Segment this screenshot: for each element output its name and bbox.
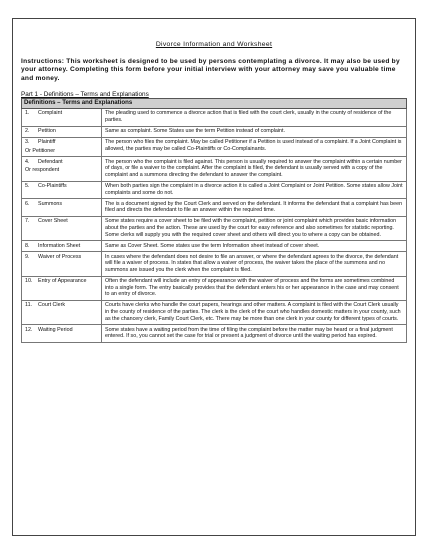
table-row [22, 157, 407, 181]
term-label: Defendant [38, 158, 63, 165]
table-row [22, 108, 407, 126]
term-number: 3. [25, 139, 30, 146]
definition-cell: Some states require a cover sheet to be filed with the complaint, petition or joint complaint which provides basic information about the parties and the action. These are used by the court for easy reference and also sometimes for statistic reporting. Some clerks will supply you with the required cover sheet and others will direct you to where a copy can be obtained. [102, 216, 407, 240]
table-row [22, 276, 407, 300]
document-title: Divorce Information and Worksheet [155, 41, 273, 48]
definition-cell: When both parties sign the complaint in a divorce action it is called a Joint Complaint or Joint Petition. Some states allow Joint complaints and some do not. [102, 181, 407, 199]
term-cell [22, 137, 102, 157]
term-label: Court Clerk [38, 302, 66, 309]
term-label: Complaint [38, 110, 63, 117]
table-row [22, 216, 407, 240]
definition-cell: The pleading used to commence a divorce action that is filed with the court clerk, usually in the county of residence of the parties. [102, 108, 407, 126]
term-cell [22, 325, 102, 343]
term-label: Waiver of Process [38, 253, 82, 260]
term-number: 9. [25, 253, 30, 260]
term-cell [22, 181, 102, 199]
term-cell [22, 252, 102, 276]
term-cell [22, 300, 102, 324]
definition-cell: The person who files the complaint. May be called Petitioner if a Petition is used instead of a complaint. If a Joint Complaint is allowed, the parties may be called Co-Plaintiffs or Co-Complainants. [102, 137, 407, 157]
term-number: 7. [25, 218, 30, 225]
term-label: Summons [38, 200, 63, 207]
term-number: 12. [25, 326, 33, 333]
term-number: 1. [25, 110, 30, 117]
term-number: 2. [25, 128, 30, 134]
document-page [12, 18, 416, 536]
term-cell [22, 126, 102, 137]
definition-cell: Courts have clerks who handle the court papers, hearings and other matters. A complaint is filed with the Court Clerk usually in the county of residence of the parties. The clerk is the clerk of the court who handles domestic matters in your county, such as the chancery clerk, Family Court Clerk, etc. There may be more than one clerk in your county for different types of courts. [102, 300, 407, 324]
term-label: Entry of Appearance [38, 278, 87, 285]
term-label: Co-Plaintiffs [38, 183, 67, 190]
table-row [22, 252, 407, 276]
term-cell [22, 157, 102, 181]
definition-cell: Same as Cover Sheet. Some states use the term Information sheet instead of cover sheet. [102, 241, 407, 252]
definition-cell: Same as complaint. Some States use the term Petition instead of complaint. [102, 126, 407, 137]
term-cell [22, 199, 102, 217]
term-number: 6. [25, 200, 30, 207]
term-alternate: Or respondent [25, 167, 60, 174]
term-number: 4. [25, 158, 30, 165]
term-number: 11. [25, 302, 33, 309]
term-label: Plaintiff [38, 139, 56, 146]
term-number: 8. [25, 242, 30, 249]
table-row [22, 241, 407, 252]
instructions-text: Instructions: This worksheet is designed to be used by persons contemplating a divorce. It may also be used by your attorney. Completing this form before your initial interview with your attorney may save you valuable time and money. [21, 58, 400, 82]
definition-cell: In cases where the defendant does not desire to file an answer, or where the defendant agrees to the divorce, the defendant will file a waiver of process. In states that allow a waiver of process, the waiver takes the place of the summons and no summons are issued you the clerk when the complaint is filed. [102, 252, 407, 276]
term-alternate: Or Petitioner [25, 147, 55, 154]
table-row [22, 300, 407, 324]
term-label: Cover Sheet [38, 218, 68, 225]
definition-cell: The person who the complaint is filed against. This person is usually required to answer the complaint within a certain number of days, or file a waiver to the complaint. After the complaint is filed, the defendant is usually served with a copy of the complaint and a summons directing the defendant to answer the complaint. [102, 157, 407, 181]
table-header-row [22, 99, 407, 109]
part-heading: Part 1 - Definitions – Terms and Explanations [21, 91, 149, 99]
term-label: Petition [38, 128, 56, 134]
term-cell [22, 108, 102, 126]
term-cell [22, 276, 102, 300]
term-label: Waiting Period [38, 326, 73, 333]
term-cell [22, 241, 102, 252]
table-row [22, 199, 407, 217]
table-header: Definitions – Terms and Explanations [22, 99, 407, 109]
term-cell [22, 216, 102, 240]
definition-cell: The is a document signed by the Court Clerk and served on the defendant. It informs the defendant that a complaint has been filed and directs the defendant to file an answer within the required time. [102, 199, 407, 217]
definition-cell: Some states have a waiting period from the time of filing the complaint before the matter may be heard or a final judgment entered. If so, you cannot set the case for trial or present a judgment of divorce until the waiting period has expired. [102, 325, 407, 343]
definitions-table [21, 98, 407, 343]
table-row [22, 126, 407, 137]
definition-cell: Often the defendant will include an entry of appearance with the waiver of process and the forms are sometimes combined into a single form. The entry basically provides that the defendant enters his or her appearance in the case and may consent to an entry of divorce. [102, 276, 407, 300]
table-row [22, 181, 407, 199]
term-number: 10. [25, 278, 33, 285]
table-row [22, 137, 407, 157]
term-number: 5. [25, 183, 30, 190]
term-label: Information Sheet [38, 242, 81, 249]
table-row [22, 325, 407, 343]
